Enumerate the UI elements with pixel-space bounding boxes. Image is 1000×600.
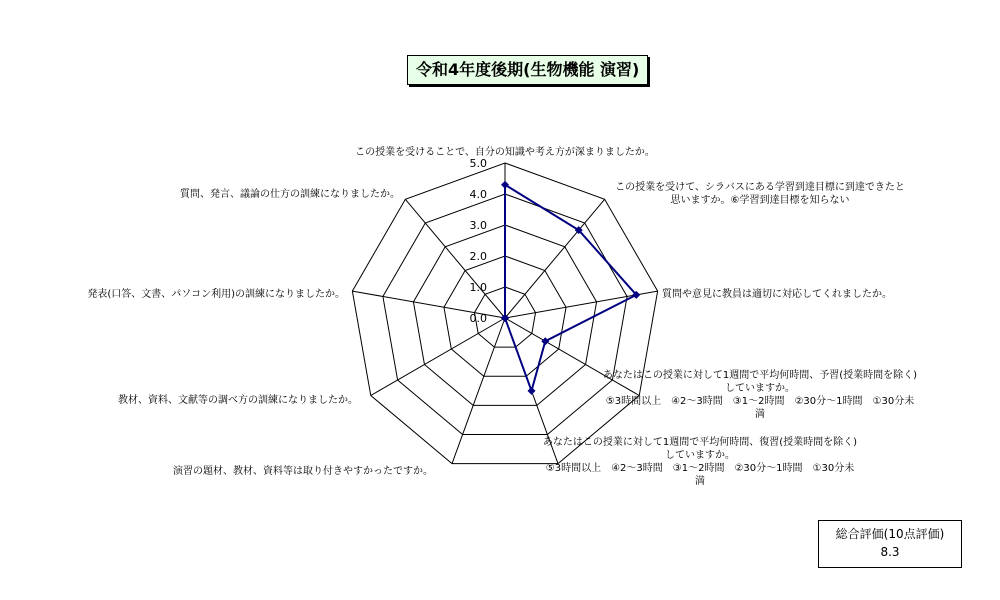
axis-label-line: あなたはこの授業に対して1週間で平均何時間、予習(授業時間を除く) [602, 370, 918, 381]
axis-spoke [505, 318, 639, 396]
axis-label-line: 演習の題材、教材、資料等は取り付きやすかったですか。 [173, 466, 433, 477]
overall-score-box [818, 520, 962, 568]
chart-title: 令和4年度後期(生物機能 演習) [407, 55, 648, 85]
axis-label-line: 満 [755, 409, 765, 420]
axis-label [543, 435, 857, 487]
axis-label-line: この授業を受けて、シラバスにある学習到達目標に到達できたと [615, 182, 905, 193]
axis-label-line: 教材、資料、文献等の調べ方の訓練になりましたか。 [118, 395, 358, 406]
axis-label-line: 思いますか。⑥学習到達目標を知らない [670, 195, 850, 206]
series-line [505, 185, 636, 391]
axis-label [615, 180, 905, 206]
axis-label-line: 質問や意見に教員は適切に対応してくれましたか。 [662, 289, 892, 300]
tick-label: 5.0 [469, 157, 487, 170]
data-point [528, 387, 536, 395]
axis-spoke [452, 318, 505, 464]
axis-label-line: 満 [695, 476, 705, 487]
axis-label [87, 287, 345, 300]
axis-label-line: ⑤3時間以上 ④2～3時間 ③1～2時間 ②30分～1時間 ①30分未 [545, 463, 855, 474]
overall-score-value: 8.3 [880, 545, 900, 559]
data-point [541, 337, 549, 345]
axis-label-line: していますか。 [665, 450, 735, 461]
axis-label-line: あなたはこの授業に対して1週間で平均何時間、復習(授業時間を除く) [542, 437, 858, 448]
tick-label: 0.0 [469, 312, 487, 325]
axis-spoke [505, 199, 605, 318]
tick-label: 3.0 [469, 219, 487, 232]
axis-label-line: していますか。 [725, 383, 795, 394]
overall-score-label: 総合評価(10点評価) [835, 527, 945, 541]
axis-spoke [371, 318, 505, 396]
radar-series [501, 181, 640, 395]
tick-label: 4.0 [469, 188, 487, 201]
radar-tick-labels [470, 157, 488, 325]
axis-label-line: この授業を受けることで、自分の知識や考え方が深まりましたか。 [355, 147, 655, 158]
axis-label [603, 368, 917, 420]
axis-label-line: 質問、発言、議論の仕方の訓練になりましたか。 [180, 189, 400, 200]
axis-label [355, 145, 655, 158]
tick-label: 2.0 [469, 250, 487, 263]
radar-axis-labels [87, 145, 917, 487]
axis-label-line: ⑤3時間以上 ④2～3時間 ③1～2時間 ②30分～1時間 ①30分未 [605, 396, 915, 407]
axis-label [180, 187, 400, 200]
axis-label [662, 287, 892, 300]
axis-label [173, 464, 433, 477]
tick-label: 1.0 [469, 281, 487, 294]
axis-label-line: 発表(口答、文書、パソコン利用)の訓練になりましたか。 [87, 289, 345, 300]
axis-spoke [405, 199, 505, 318]
axis-label [118, 393, 358, 406]
